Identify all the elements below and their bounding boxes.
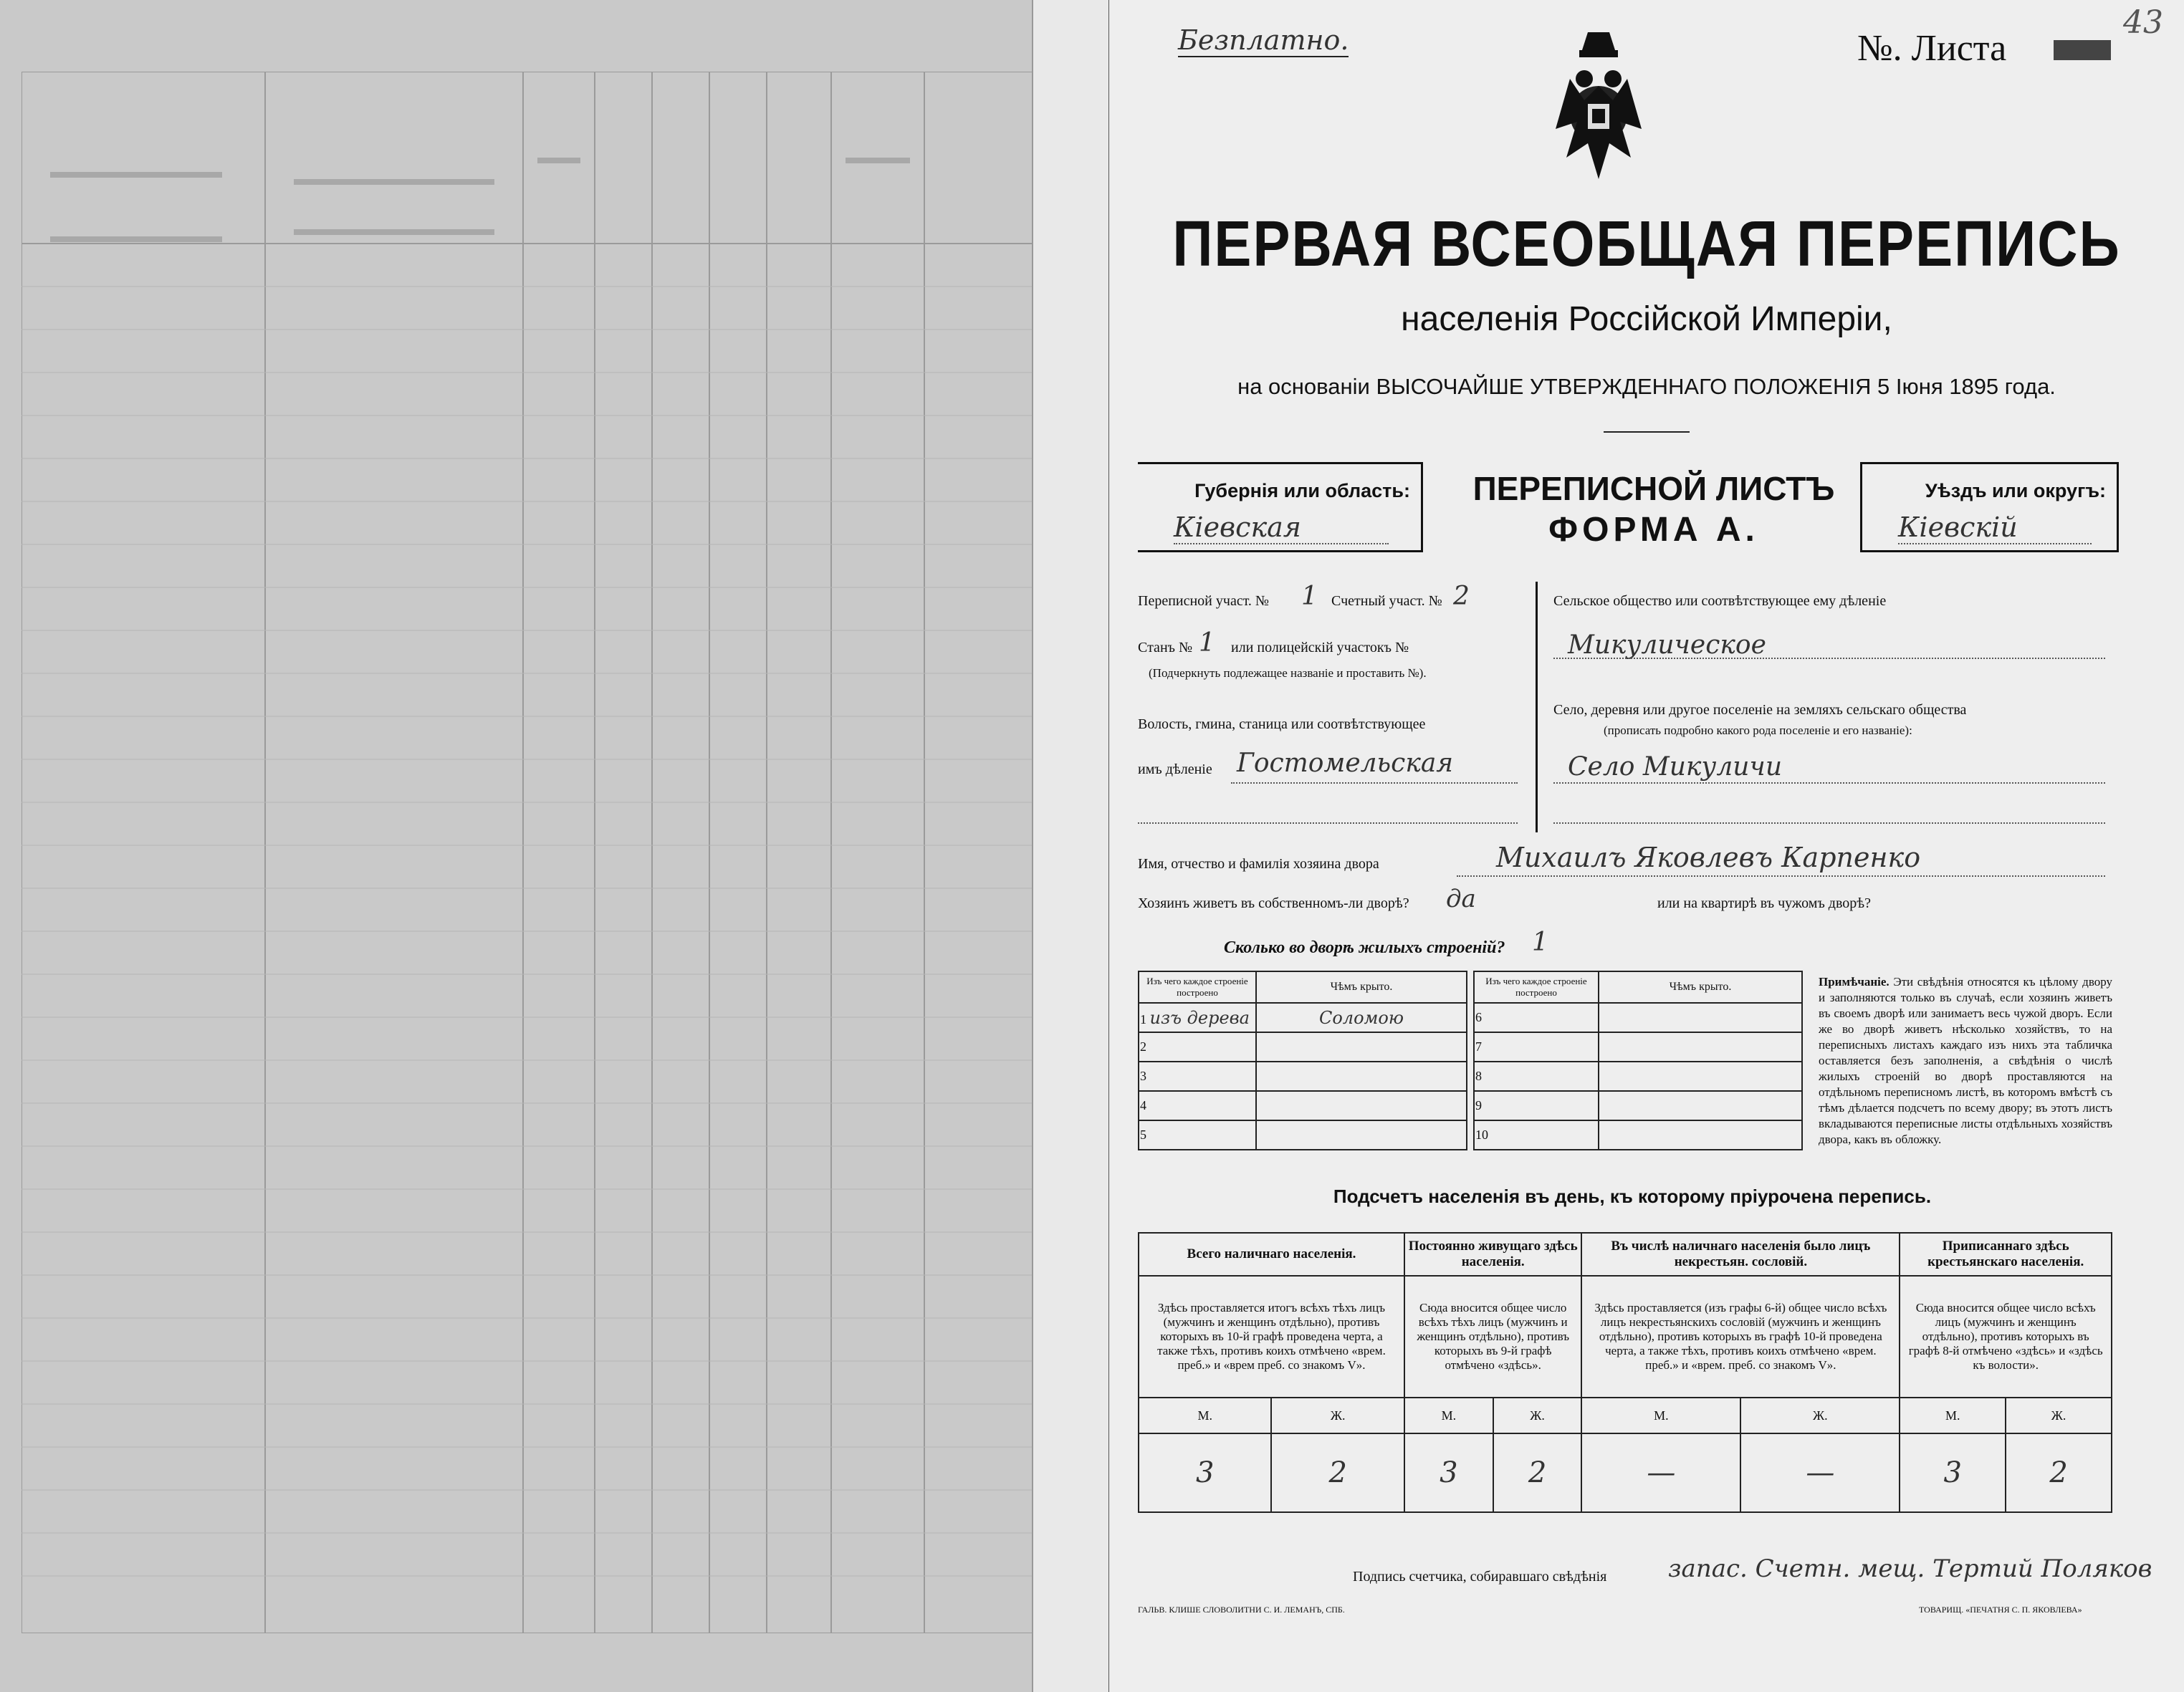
table-row: 6 [1474,1003,1802,1032]
table-row: 3 [1139,1062,1467,1091]
m-label: М. [1900,1398,2006,1433]
own-yard-label: Хозяинъ живетъ въ собственномъ-ли дворѣ? [1138,895,1409,911]
village-note: (прописать подробно какого рода поселеніе и его названіе): [1604,724,1912,737]
summary-value: 2 [1493,1433,1582,1512]
village-extra-line [1553,822,2105,824]
district-value: Кіевскій [1898,511,2092,544]
underline-note: (Подчеркнуть подлежащее названіе и проставить №). [1149,666,1427,680]
summary-table [1138,1232,2112,1513]
summary-col-2-head: Постоянно живущаго здѣсь населенія. [1404,1233,1581,1276]
own-yard-value: да [1446,885,1476,913]
col-material-header: Изъ чего каждое строеніе построено [1139,971,1256,1003]
f-label: Ж. [2006,1398,2112,1433]
book-spine [1032,0,1111,1692]
f-label: Ж. [1740,1398,1900,1433]
note-text: Эти свѣдѣнія относятся къ цѣлому двору и заполняются только въ случаѣ, если хозяинъ живетъ въ своемъ дворѣ или занимаетъ весь чужой дворъ. Если же во дворѣ живетъ нѣсколько хозяйствъ, то на переписныхъ листахъ каждаго изъ нихъ эта табличка оставляется безъ заполненія, а свѣдѣнія о числѣ жилыхъ строеній во дворѣ проставляются на отдѣльномъ переписномъ листѣ, въ которомъ вмѣстѣ съ тѣмъ дѣлается подсчетъ по всему двору; въ этотъ листъ вкладываются переписные листы отдѣльныхъ хозяйствъ двора, какъ въ обложку. [1819,975,2113,1146]
signature-value: запас. Счетн. мещ. Тертий Поляков [1668,1554,2152,1583]
summary-col-2-desc: Сюда вносится общее число всѣхъ тѣхъ лицъ (мужчинъ и женщинъ отдѣльно), противъ которыхъ въ 9-й графѣ отмѣчено «здѣсь». [1404,1276,1581,1398]
village-value: Село Микуличи [1568,752,1783,782]
summary-col-4-desc: Сюда вносится общее число всѣхъ лицъ (мужчинъ и женщинъ отдѣльно), противъ которыхъ въ графѣ 8-й отмѣчено «здѣсь» и «здѣсь къ волости». [1900,1276,2112,1398]
district-label: Уѣздъ или округъ: [1925,480,2106,501]
owner-value: Михаилъ Яковлевъ Карпенко [1496,842,1921,873]
col-roof-header: Чѣмъ крыто. [1256,971,1467,1003]
legal-basis: на основаніи ВЫСОЧАЙШЕ УТВЕРЖДЕННАГО ПОЛОЖЕНІЯ 5 Іюня 1895 года. [1237,374,2056,399]
buildings-table-right [1473,971,1803,1150]
table-row: 7 [1474,1032,1802,1062]
rural-society-value: Микулическое [1568,630,1766,660]
owner-label: Имя, отчество и фамилія хозяина двора [1138,856,1379,872]
table-row: 10 [1474,1120,1802,1150]
table-row: 1 изъ дерева Соломою [1139,1003,1467,1032]
summary-col-1-desc: Здѣсь проставляется итогъ всѣхъ тѣхъ лицъ (мужчинъ и женщинъ отдѣльно), противъ которыхъ въ 10-й графѣ проведена черта, а также тѣхъ, противъ коихъ отмѣчено «врем. преб.» и «врем преб. со знакомъ V». [1139,1276,1404,1398]
summary-value: — [1740,1433,1900,1512]
printer-left: ГАЛЬВ. КЛИШЕ СЛОВОЛИТНИ С. И. ЛЕМАНЪ, СПБ. [1138,1605,1345,1615]
stan-label: Станъ № [1138,640,1193,655]
signature-label: Подпись счетчика, собиравшаго свѣдѣнія [1353,1569,1607,1585]
rural-society-underline [1553,658,2105,659]
rented-label: или на квартирѣ въ чужомъ дворѣ? [1657,895,1872,911]
m-label: М. [1139,1398,1271,1433]
owner-underline [1457,875,2105,877]
m-label: М. [1404,1398,1493,1433]
sheet-number-label: №. Листа [1857,28,2007,69]
census-area-label: Переписной участ. № [1138,593,1270,609]
summary-col-4-head: Приписаннаго здѣсь крестьянскаго населенія. [1900,1233,2112,1276]
district-box [1860,462,2119,552]
printer-right: ТОВАРИЩ. «ПЕЧАТНЯ С. П. ЯКОВЛЕВА» [1919,1605,2082,1615]
volost-label-2: имъ дѣленіе [1138,761,1212,777]
col-roof-header-2: Чѣмъ крыто. [1599,971,1802,1003]
province-box [1138,462,1423,552]
table-row: 5 [1139,1120,1467,1150]
summary-value: 3 [1900,1433,2006,1512]
volost-label: Волость, гмина, станица или соотвѣтствующее [1138,716,1426,732]
note-title: Примѣчаніе. [1819,975,1890,989]
subtitle: населенія Россійской Имперіи, [1401,300,1892,338]
f-label: Ж. [1493,1398,1582,1433]
col-material-header-2: Изъ чего каждое строеніе построено [1474,971,1599,1003]
summary-col-1-head: Всего наличнаго населенія. [1139,1233,1404,1276]
buildings-table-left [1138,971,1467,1150]
census-form-page [1109,0,2184,1692]
police-label: или полицейскій участокъ № [1231,640,1409,655]
ornament-divider [1604,431,1690,433]
left-page-grid [21,72,1032,1633]
summary-col-3-head: Въ числѣ наличнаго населенія было лицъ некрестьян. сословій. [1581,1233,1900,1276]
buildings-label: Сколько во дворѣ жилыхъ строеній? [1224,938,1505,957]
imperial-eagle-icon [1552,29,1645,193]
summary-col-3-desc: Здѣсь проставляется (изъ графы 6-й) общее число всѣхъ лицъ некрестьянскихъ сословій (мужчинъ и женщинъ отдѣльно), противъ которыхъ въ графѣ 10-й проведена черта, а также тѣхъ, противъ коихъ отмѣчено «врем. преб.» и «врем. преб. со знакомъ V». [1581,1276,1900,1398]
sheet-number-redaction [2054,40,2111,60]
field-divider [1536,582,1538,832]
table-row: 4 [1139,1091,1467,1120]
village-label: Село, деревня или другое поселеніе на земляхъ сельскаго общества [1553,702,1967,718]
census-area-value: 1 [1301,582,1318,611]
stan-value: 1 [1199,628,1215,658]
table-row: 2 [1139,1032,1467,1062]
table-row: 9 [1474,1091,1802,1120]
volost-value: Гостомельская [1237,749,1454,778]
archive-number: 43 [2123,4,2163,41]
summary-value: 3 [1404,1433,1493,1512]
summary-title: Подсчетъ населенія въ день, къ которому пріурочена перепись. [1333,1186,1932,1207]
count-area-value: 2 [1453,582,1470,611]
village-underline [1553,782,2105,784]
form-subtitle: ФОРМА А. [1548,511,1759,549]
count-area-label: Счетный участ. № [1331,593,1442,609]
free-label: Безплатно. [1178,24,1349,56]
province-label: Губернія или область: [1194,480,1410,501]
summary-value: 2 [2006,1433,2112,1512]
table-row: 8 [1474,1062,1802,1091]
volost-extra-line [1138,822,1518,824]
rural-society-label: Сельское общество или соотвѣтствующее ему дѣленіе [1553,593,1887,609]
m-label: М. [1581,1398,1740,1433]
main-title: ПЕРВАЯ ВСЕОБЩАЯ ПЕРЕПИСЬ [1172,207,2121,280]
summary-value: — [1581,1433,1740,1512]
left-page [0,0,1032,1692]
buildings-value: 1 [1532,928,1548,957]
province-value: Кіевская [1174,511,1389,544]
summary-value: 3 [1139,1433,1271,1512]
volost-underline [1231,782,1518,784]
form-title: ПЕРЕПИСНОЙ ЛИСТЪ [1472,470,1835,507]
summary-value: 2 [1271,1433,1404,1512]
note-block [1819,974,2112,1148]
f-label: Ж. [1271,1398,1404,1433]
